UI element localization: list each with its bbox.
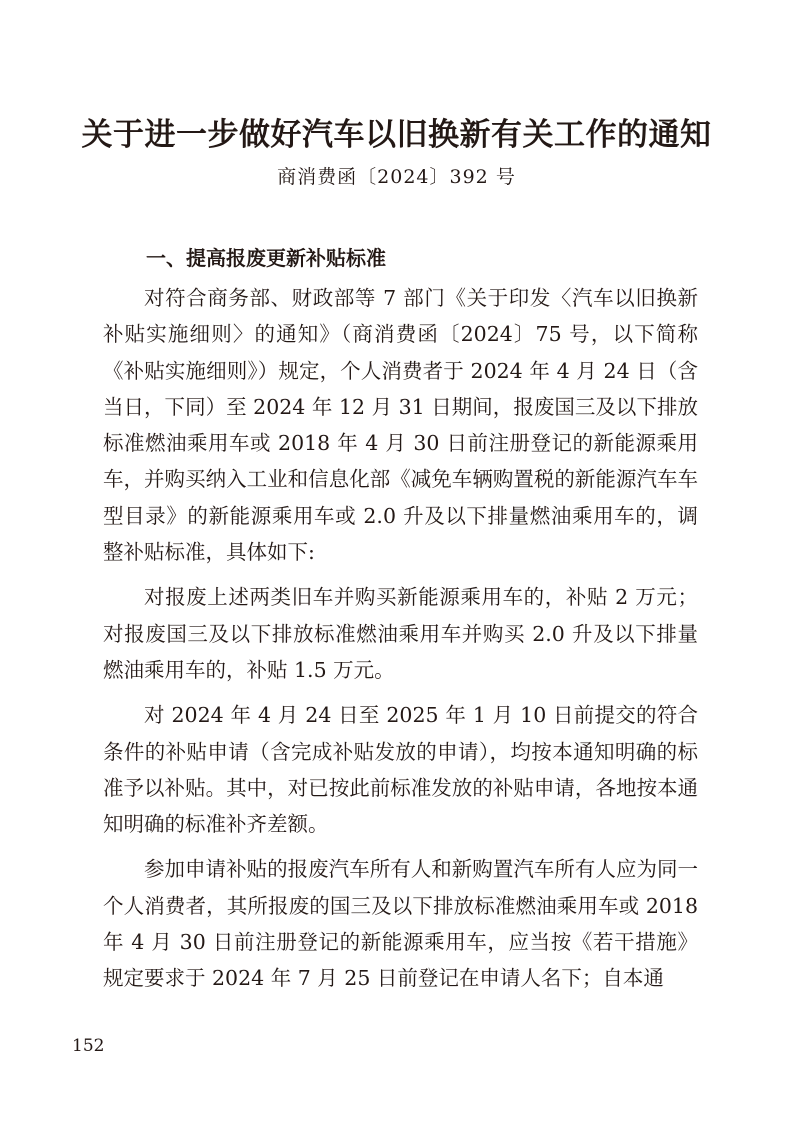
- document-title: 关于进一步做好汽车以旧换新有关工作的通知: [81, 117, 712, 153]
- paragraph: 对报废上述两类旧车并购买新能源乘用车的，补贴 2 万元；对报废国三及以下排放标准燃油乘用车并购买 2.0 升及以下排量燃油乘用车的，补贴 1.5 万元。: [103, 585, 698, 682]
- paragraph: 参加申请补贴的报废汽车所有人和新购置汽车所有人应为同一个人消费者，其所报废的国三及以下排放标准燃油乘用车或 2018 年 4 月 30 日前注册登记的新能源乘用车，应当按《若干措施》规定要求于 2024 年 7 月 25 日前登记在申请人名下；自本通: [103, 857, 698, 991]
- page-number: 152: [72, 1036, 105, 1056]
- paragraph: 对符合商务部、财政部等 7 部门《关于印发〈汽车以旧换新补贴实施细则〉的通知》（商消费函〔2024〕75 号，以下简称《补贴实施细则》）规定，个人消费者于 2024 年 4 月 24 日（含当日，下同）至 2024 年 12 月 31 日期间，报废国三及以下排放标准燃油乘用车或 2018 年 4 月 30 日前注册登记的新能源乘用车，并购买纳入工业和信息化部《减免车辆购置税的新能源汽车车型目录》的新能源乘用车或 2.0 升及以下排量燃油乘用车的，调整补贴标准，具体如下:: [103, 286, 698, 565]
- document-number: 商消费函〔2024〕392 号: [277, 166, 516, 188]
- section-heading: 一、提高报废更新补贴标准: [146, 246, 386, 270]
- body-text: [103, 280, 698, 1006]
- paragraph: 对 2024 年 4 月 24 日至 2025 年 1 月 10 日前提交的符合条件的补贴申请（含完成补贴发放的申请），均按本通知明确的标准予以补贴。其中，对已按此前标准发放的补贴申请，各地按本通知明确的标准补齐差额。: [103, 703, 698, 837]
